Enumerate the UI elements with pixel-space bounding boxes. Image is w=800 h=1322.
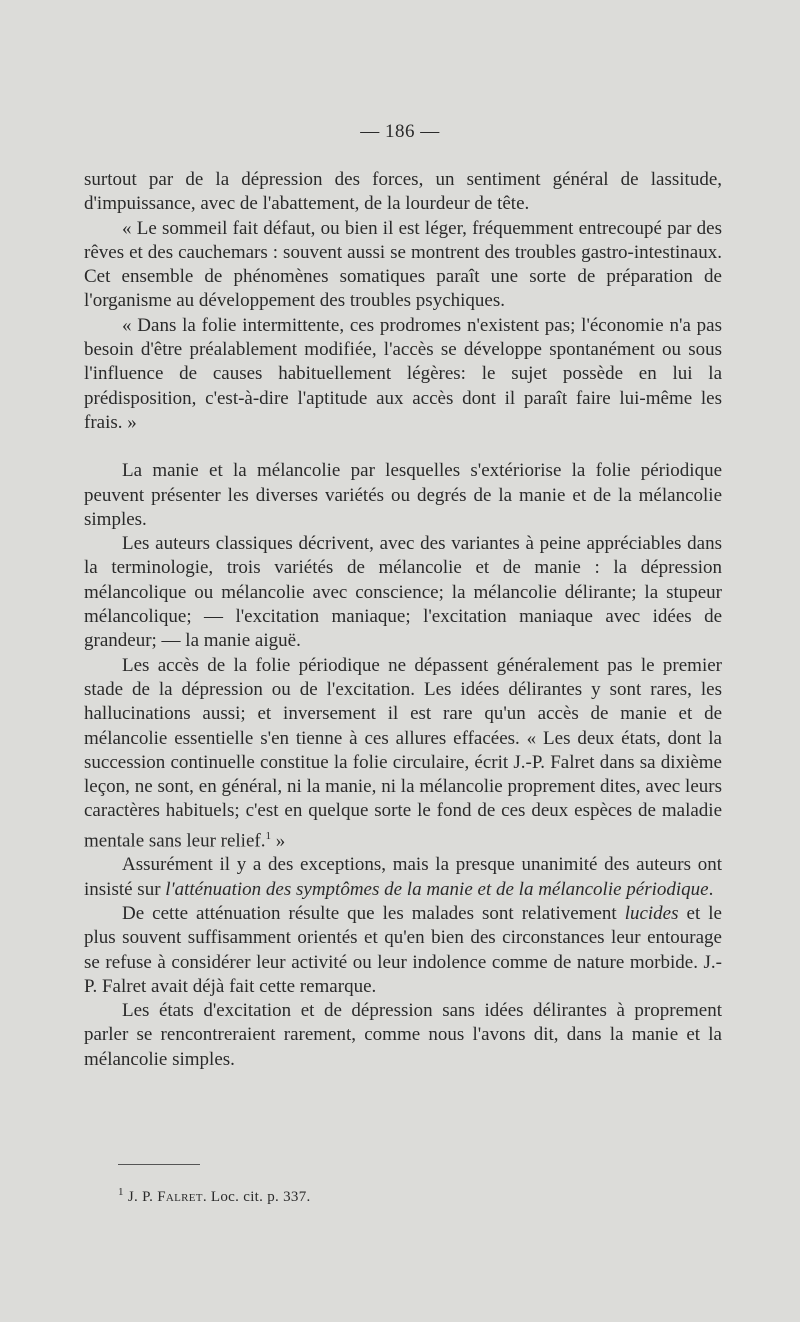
footnote-reference[interactable]: 1: [265, 829, 271, 842]
paragraph-6: [84, 654, 722, 854]
paragraph-9: Les états d'excitation et de dépression sans idées délirantes à proprement parler se rencontreraient rarement, comme nous l'avons dit, dans la manie et la mélancolie simples.: [84, 1000, 722, 1070]
paragraph-7: [84, 853, 722, 902]
page-number: — 186 —: [360, 121, 440, 142]
footnote-citation: . Loc. cit. p. 337.: [202, 1189, 311, 1205]
paragraph-1: surtout par de la dépression des forces, un sentiment général de lassitude, d'impuissance, avec de l'abattement, de la lourdeur de tête.: [84, 169, 722, 215]
paragraph-2: « Le sommeil fait défaut, ou bien il est léger, fréquemment entrecoupé par des rêves et des cauchemars : souvent aussi se montrent des troubles gastro-intestinaux. Cet ensemble de phénomènes somatiques paraît une sorte de préparation de l'organisme au développement des troubles psychiques.: [84, 217, 722, 312]
paragraph-8-end: et le plus souvent suffisamment orientés et qu'en bien des circonstances leur entourage se refuse à considérer leur activité ou leur indolence comme de nature morbide. J.-P. Falret avait déjà fait cette remarque.: [84, 902, 722, 997]
emphasis-attenuation: l'atténuation des symptômes de la manie et de la mélancolie périodique: [165, 878, 709, 900]
footnote: [118, 1183, 311, 1206]
body-text: [84, 168, 722, 1072]
paragraph-7-text: Assurément il y a des exceptions, mais la presque unanimité des auteurs ont insisté sur: [84, 854, 722, 900]
footnote-marker: 1: [118, 1186, 124, 1198]
paragraph-3: « Dans la folie intermittente, ces prodromes n'existent pas; l'économie n'a pas besoin d'être préalablement modifiée, l'accès se développe spontanément ou sous l'influence de causes habituellement légères: le sujet possède en lui la prédisposition, c'est-à-dire l'aptitude aux accès dont il paraît faire lui-même les frais. »: [84, 314, 722, 433]
footnote-author-initials: J. P.: [127, 1189, 154, 1205]
paragraph-8-text: De cette atténuation résulte que les malades sont relativement: [122, 902, 625, 924]
paragraph-4: La manie et la mélancolie par lesquelles s'extériorise la folie périodique peuvent présenter les diverses variétés ou degrés de la manie et de la mélancolie simples.: [84, 460, 722, 530]
paragraph-5: Les auteurs classiques décrivent, avec des variantes à peine appréciables dans la terminologie, trois variétés de mélancolie et de manie : la dépression mélancolique ou mélancolie avec conscience; la mélancolie délirante; la stupeur mélancolique; — l'excitation maniaque; l'excitation maniaque avec idées de grandeur; — la manie aiguë.: [84, 533, 722, 652]
paragraph-8: [84, 902, 722, 999]
footnote-divider: [118, 1164, 200, 1165]
paragraph-6-text: Les accès de la folie périodique ne dépassent généralement pas le premier stade de la dépression ou de l'excitation. Les idées délirantes y sont rares, les hallucinations aussi; et inversement il est rare qu'un accès de manie et de mélancolie essentielle s'en tienne à ces allures effacées. « Les deux états, dont la succession continuelle constitue la folie circulaire, écrit J.-P. Falret dans sa dixième leçon, ne sont, en général, ni la manie, ni la mélancolie proprement dites, avec leurs caractères habituels; c'est en quelque sorte le fond de ces deux espèces de maladie mentale sans leur relief.: [84, 654, 722, 852]
emphasis-lucides: lucides: [624, 902, 679, 924]
closing-quote: »: [270, 830, 286, 852]
footnote-author-name: Falret: [157, 1189, 203, 1205]
paragraph-7-end: .: [708, 878, 714, 900]
